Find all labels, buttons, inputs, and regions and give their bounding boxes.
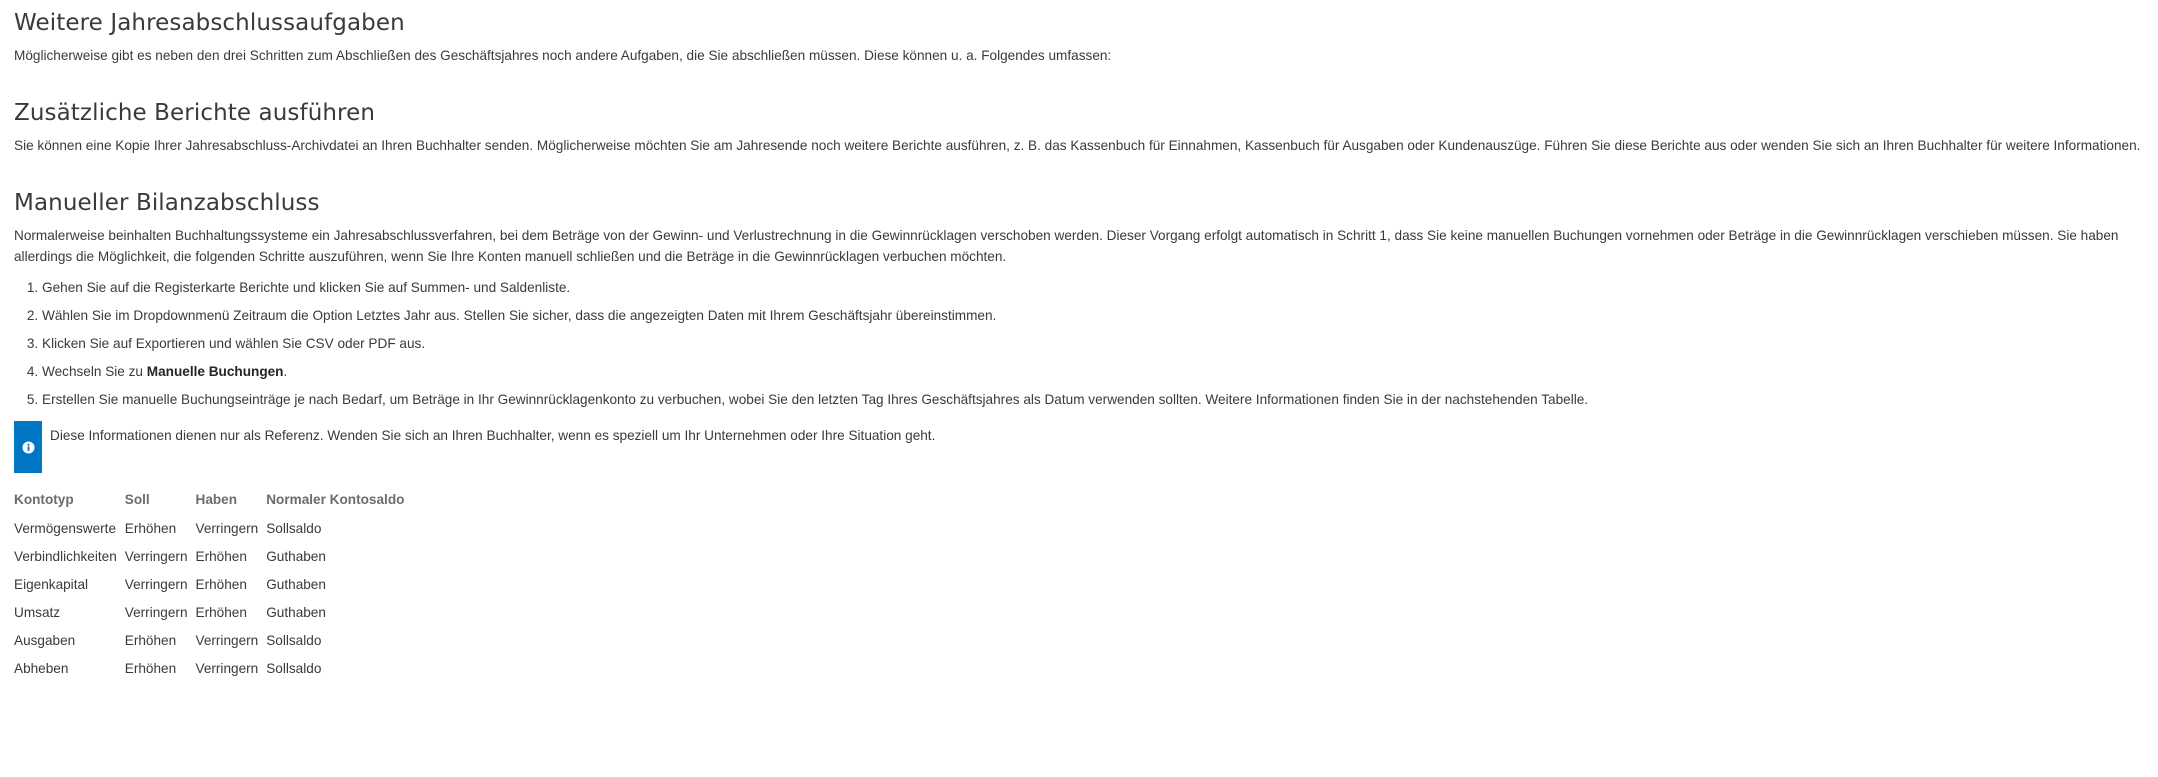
cell-haben: Erhöhen — [195, 577, 247, 592]
cell-haben: Verringern — [195, 521, 259, 536]
cell-saldo: Guthaben — [266, 577, 326, 592]
table-header-row — [14, 487, 412, 515]
header-haben: Haben — [195, 492, 238, 507]
header-saldo: Normaler Kontosaldo — [266, 492, 405, 507]
table-row — [14, 543, 412, 571]
info-text: Diese Informationen dienen nur als Referenz. Wenden Sie sich an Ihren Buchhalter, wenn es speziell um Ihr Unternehmen oder Ihre Situation geht. — [50, 428, 936, 443]
cell-soll: Erhöhen — [124, 633, 177, 648]
heading-other-tasks: Weitere Jahresabschlussaufgaben — [14, 10, 405, 36]
step-4-suffix: . — [283, 364, 288, 379]
paragraph-manual-close: Normalerweise beinhalten Buchhaltungssysteme ein Jahresabschlussverfahren, bei dem Beträge von der Gewinn- und Verlustrechnung in die Gewinnrücklagen verschoben werden. Dieser Vorgang erfolgt automatisch in Schritt 1, dass Sie keine manuellen Buchungen vornehmen oder Beträge in die Gewinnrücklagen verschieben müssen. Sie haben allerdings die Möglichkeit, die folgenden Schritte auszuführen, wenn Sie Ihre Konten manuell schließen und die Beträge in die Gewinnrücklagen verbuchen möchten. — [14, 228, 2119, 264]
table-row — [14, 627, 412, 655]
table-row — [14, 655, 412, 683]
cell-soll: Erhöhen — [124, 661, 177, 676]
step-4-prefix: Wechseln Sie zu — [42, 364, 147, 379]
info-callout — [14, 421, 2144, 473]
section-manual-close — [14, 186, 2144, 683]
cell-kontotyp: Abheben — [14, 661, 69, 676]
section-reports — [14, 96, 2144, 156]
cell-saldo: Sollsaldo — [266, 661, 322, 676]
table-row — [14, 599, 412, 627]
steps-list — [14, 279, 2144, 409]
cell-kontotyp: Eigenkapital — [14, 577, 89, 592]
step-3: 3. Klicken Sie auf Exportieren und wählen Sie CSV oder PDF aus. — [42, 335, 2144, 353]
paragraph-other-tasks: Möglicherweise gibt es neben den drei Schritten zum Abschließen des Geschäftsjahres noch andere Aufgaben, die Sie abschließen müssen. Diese können u. a. Folgendes umfassen: — [14, 48, 1112, 63]
cell-kontotyp: Umsatz — [14, 605, 61, 620]
header-soll: Soll — [124, 492, 150, 507]
step-5: 5. Erstellen Sie manuelle Buchungseinträge je nach Bedarf, um Beträge in Ihr Gewinnrücklagenkonto zu verbuchen, wobei Sie den letzten Tag Ihres Geschäftsjahres als Datum verwenden sollten. Weitere Informationen finden Sie in der nachstehenden Tabelle. — [42, 391, 2144, 409]
info-icon — [22, 441, 35, 454]
cell-haben: Erhöhen — [195, 605, 247, 620]
cell-soll: Erhöhen — [124, 521, 177, 536]
cell-haben: Verringern — [195, 661, 259, 676]
cell-saldo: Sollsaldo — [266, 633, 322, 648]
cell-haben: Verringern — [195, 633, 259, 648]
cell-saldo: Guthaben — [266, 605, 326, 620]
table-row — [14, 571, 412, 599]
step-4-bold: Manuelle Buchungen — [146, 364, 284, 379]
cell-haben: Erhöhen — [195, 549, 247, 564]
cell-kontotyp: Vermögenswerte — [14, 521, 117, 536]
header-kontotyp: Kontotyp — [14, 492, 74, 507]
heading-manual-close: Manueller Bilanzabschluss — [14, 190, 320, 216]
cell-soll: Verringern — [124, 549, 188, 564]
heading-reports: Zusätzliche Berichte ausführen — [14, 100, 376, 126]
cell-kontotyp: Ausgaben — [14, 633, 76, 648]
section-other-tasks — [14, 6, 2144, 66]
cell-soll: Verringern — [124, 577, 188, 592]
info-bar — [14, 421, 42, 473]
cell-saldo: Guthaben — [266, 549, 326, 564]
cell-soll: Verringern — [124, 605, 188, 620]
step-2: 2. Wählen Sie im Dropdownmenü Zeitraum die Option Letztes Jahr aus. Stellen Sie sicher, dass die angezeigten Daten mit Ihrem Geschäftsjahr übereinstimmen. — [42, 307, 2144, 325]
paragraph-reports: Sie können eine Kopie Ihrer Jahresabschluss-Archivdatei an Ihren Buchhalter senden. Möglicherweise möchten Sie am Jahresende noch weitere Berichte ausführen, z. B. das Kassenbuch für Einnahmen, Kassenbuch für Ausgaben oder Kundenauszüge. Führen Sie diese Berichte aus oder wenden Sie sich an Ihren Buchhalter für weitere Informationen. — [14, 138, 2141, 153]
step-4 — [42, 363, 2144, 381]
account-table — [14, 487, 412, 683]
cell-saldo: Sollsaldo — [266, 521, 322, 536]
table-row — [14, 515, 412, 543]
cell-kontotyp: Verbindlichkeiten — [14, 549, 117, 564]
step-1: 1. Gehen Sie auf die Registerkarte Berichte und klicken Sie auf Summen- und Saldenliste. — [42, 279, 2144, 297]
